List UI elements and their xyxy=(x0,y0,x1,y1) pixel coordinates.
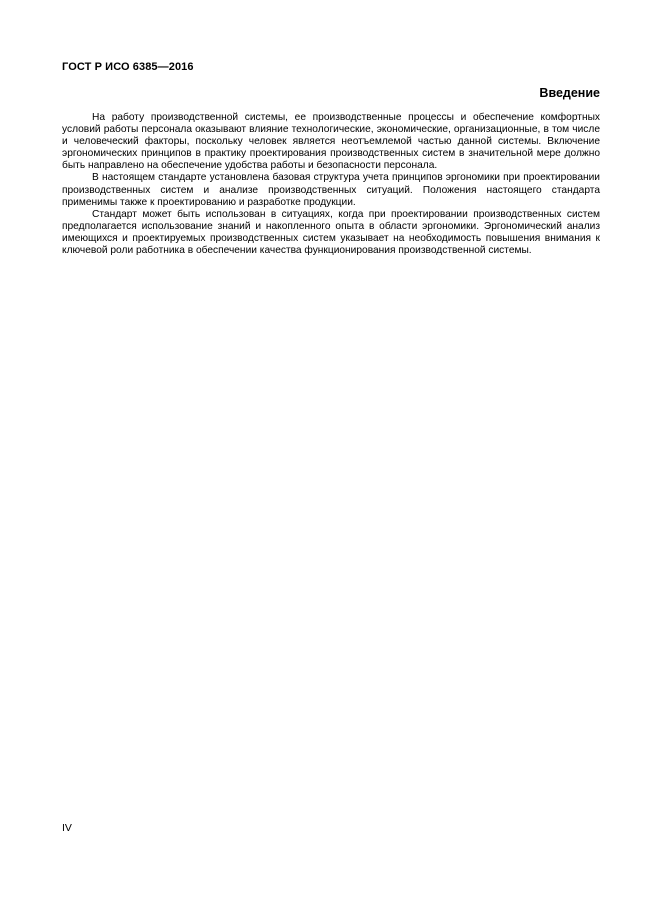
paragraph: В настоящем стандарте установлена базовая структура учета принципов эргономики при проектировании производственных систем и анализе производственных ситуаций. Положения настоящего стандарта применимы также к проектированию и разработке продукции. xyxy=(62,172,600,208)
paragraph: Стандарт может быть использован в ситуациях, когда при проектировании производственных систем предполагается использование знаний и накопленного опыта в области эргономики. Эргономический анализ имеющихся и проектируемых производственных систем указывает на необходимость повышения внимания к ключевой роли работника в обеспечении качества функционирования производственной системы. xyxy=(62,208,600,257)
section-body xyxy=(62,112,600,257)
page-number: IV xyxy=(62,822,72,834)
section-title: Введение xyxy=(539,86,600,100)
document-header: ГОСТ Р ИСО 6385—2016 xyxy=(62,61,194,73)
paragraph: На работу производственной системы, ее производственные процессы и обеспечение комфортных условий работы персонала оказывают влияние технологические, экономические, организационные, в том числе и человеческий факторы, поскольку человек является неотъемлемой частью данной системы. Включение эргономических принципов в практику проектирования производственных систем в значительной мере должно быть направлено на обеспечение удобства работы и безопасности персонала. xyxy=(62,112,600,172)
